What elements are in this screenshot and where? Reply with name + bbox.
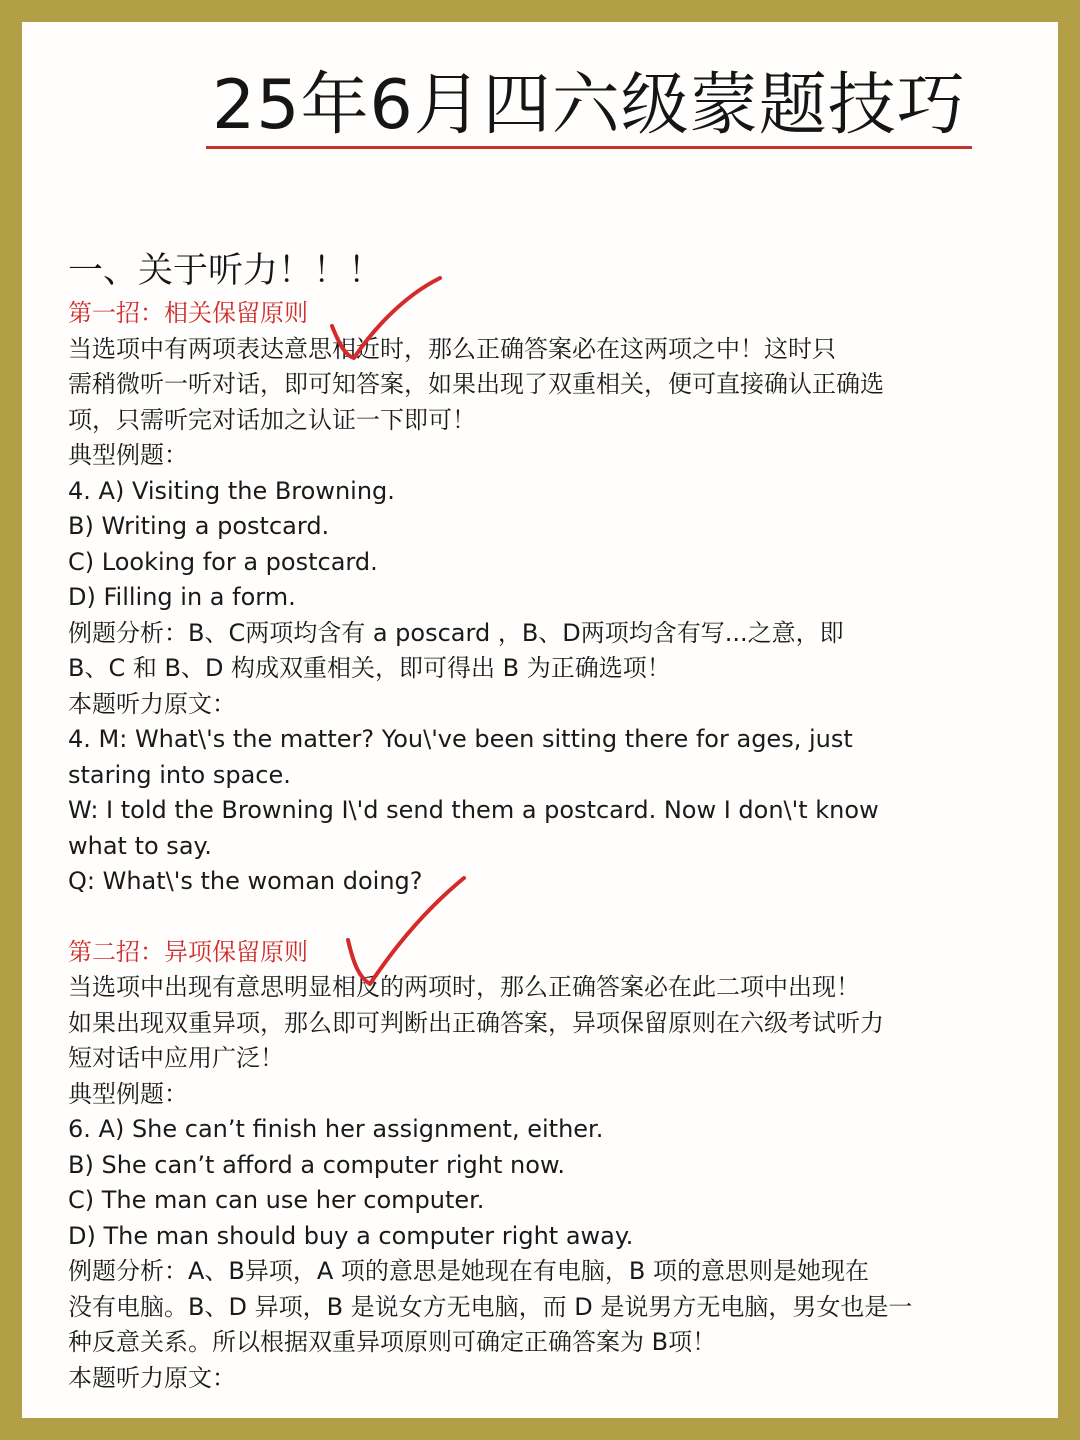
tip2-body-line: 如果出现双重异项，那么即可判断出正确答案，异项保留原则在六级考试听力 <box>68 1008 884 1037</box>
tip1-transcript-line: W: I told the Browning I\'d send them a postcard. Now I don\'t know <box>68 796 879 824</box>
tip2-analysis-line: 没有电脑。B、D 异项，B 是说女方无电脑，而 D 是说男方无电脑，男女也是一 <box>68 1292 913 1321</box>
tip1-example-label: 典型例题： <box>68 441 188 469</box>
tip1-body-line: 项，只需听完对话加之认证一下即可！ <box>68 405 476 434</box>
tip1-body-line: 当选项中有两项表达意思相近时，那么正确答案必在这两项之中！这时只 <box>68 334 836 363</box>
tip2-option: C) The man can use her computer. <box>68 1186 485 1214</box>
title-underline <box>206 146 972 149</box>
tip2-analysis-line: 例题分析：A、B异项，A 项的意思是她现在有电脑，B 项的意思则是她现在 <box>68 1257 870 1285</box>
tip1-transcript-line: 4. M: What\'s the matter? You\'ve been sitting there for ages, just <box>68 725 853 753</box>
tip2-analysis-line: 种反意关系。所以根据双重异项原则可确定正确答案为 B项！ <box>68 1328 717 1356</box>
tip1-transcript-line: Q: What\'s the woman doing? <box>68 867 423 895</box>
tip1-transcript-line: staring into space. <box>68 760 291 789</box>
tip2-body-line: 短对话中应用广泛！ <box>68 1044 284 1072</box>
tip1-option: C) Looking for a postcard. <box>68 547 378 576</box>
content <box>68 248 1028 1396</box>
tip2-heading: 第二招：异项保留原则 <box>68 937 308 966</box>
tip1-option: D) Filling in a form. <box>68 583 296 611</box>
page-title: 25年6月四六级蒙题技巧 <box>212 66 966 145</box>
tip1-analysis-line: B、C 和 B、D 构成双重相关，即可得出 B 为正确选项！ <box>68 654 671 682</box>
tip1-body-line: 需稍微听一听对话，即可知答案，如果出现了双重相关，便可直接确认正确选 <box>68 370 884 398</box>
tip2-option: D) The man should buy a computer right away. <box>68 1221 634 1250</box>
document-page <box>22 22 1058 1418</box>
tip2-example-label: 典型例题： <box>68 1079 188 1108</box>
tip1-analysis-line: 例题分析：B、C两项均含有 a poscard ，B、D两项均含有写...之意，即 <box>68 618 844 647</box>
tip1-option: 4. A) Visiting the Browning. <box>68 476 395 505</box>
tip1-transcript-line: what to say. <box>68 831 212 860</box>
section-gap <box>68 900 1028 935</box>
section-heading: 一、关于听力！！！ <box>68 251 384 291</box>
tip2-transcript-label: 本题听力原文： <box>68 1363 236 1392</box>
tip1-transcript-label: 本题听力原文： <box>68 689 236 718</box>
tip2-option: B) She can’t afford a computer right now. <box>68 1150 565 1179</box>
tip2-option: 6. A) She can’t finish her assignment, either. <box>68 1115 604 1143</box>
tip1-heading: 第一招：相关保留原则 <box>68 299 308 327</box>
tip1-option: B) Writing a postcard. <box>68 512 330 540</box>
tip2-body-line: 当选项中出现有意思明显相反的两项时，那么正确答案必在此二项中出现！ <box>68 973 860 1001</box>
